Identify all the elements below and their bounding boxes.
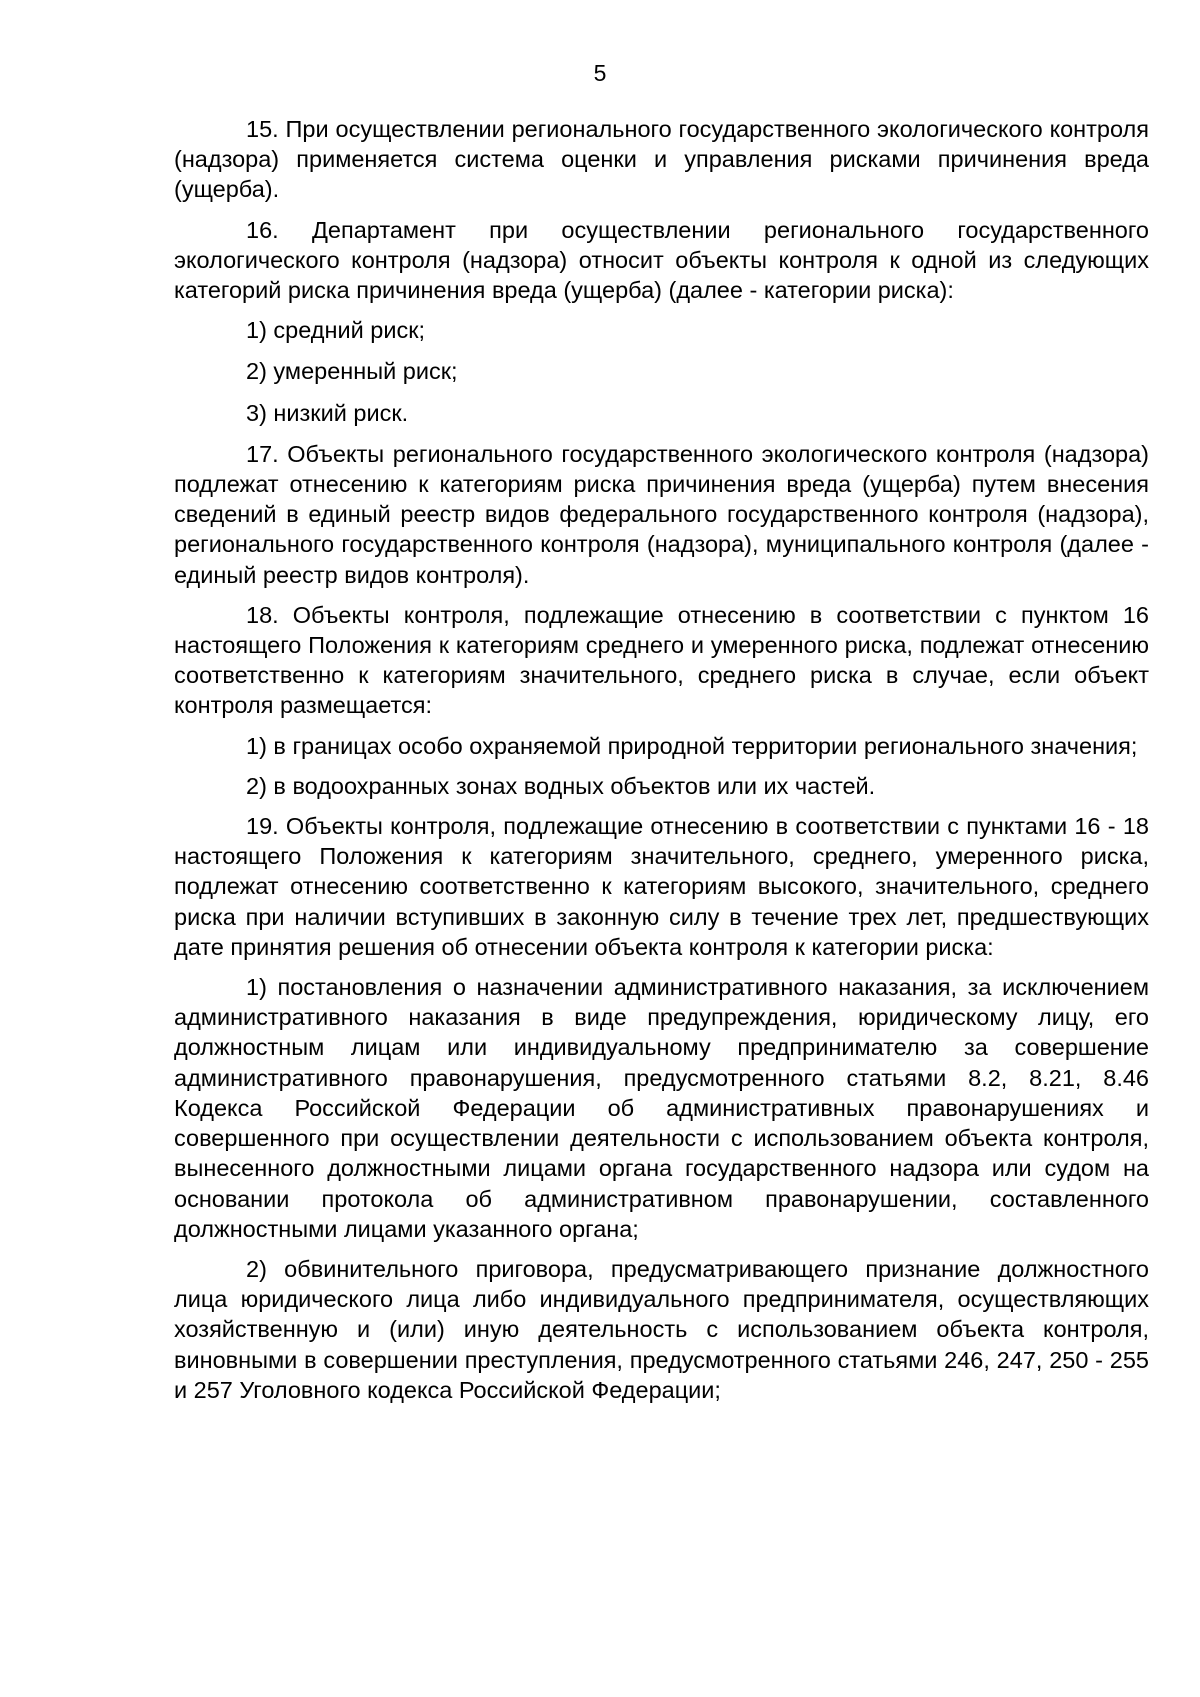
- paragraph-15: 15. При осуществлении регионального государственного экологического контроля (надзора) применяется система оценки и управления рисками причинения вреда (ущерба).: [174, 116, 1149, 203]
- paragraph-17: 17. Объекты регионального государственного экологического контроля (надзора) подлежат отнесению к категориям риска причинения вреда (ущерба) путем внесения сведений в единый реестр видов федерального государственного контроля (надзора), регионального государственного контроля (надзора), муниципального контроля (далее - единый реестр видов контроля).: [174, 440, 1149, 588]
- list-item-risk-moderate: 2) умеренный риск;: [246, 358, 458, 385]
- list-item-protected-territory: 1) в границах особо охраняемой природной территории регионального значения;: [246, 732, 1138, 759]
- list-item-water-protection-zones: 2) в водоохранных зонах водных объектов или их частей.: [246, 772, 876, 799]
- paragraph-18: 18. Объекты контроля, подлежащие отнесению в соответствии с пунктом 16 настоящего Положения к категориям среднего и умеренного риска, подлежат отнесению соответственно к категориям значительного, среднего риска в случае, если объект контроля размещается:: [174, 601, 1149, 719]
- page-number: 5: [593, 60, 607, 86]
- list-item-risk-low: 3) низкий риск.: [246, 399, 409, 426]
- paragraph-16: 16. Департамент при осуществлении регионального государственного экологического контроля (надзора) относит объекты контроля к одной из следующих категорий риска причинения вреда (ущерба) (далее - категории риска):: [174, 216, 1149, 304]
- document-body: [174, 114, 1149, 1415]
- list-item-risk-medium: 1) средний риск;: [246, 317, 426, 344]
- list-item-conviction: 2) обвинительного приговора, предусматривающего признание должностного лица юридического лица либо индивидуального предпринимателя, осуществляющих хозяйственную и (или) иную деятельность с использованием объекта контроля, виновными в совершении преступления, предусмотренного статьями 246, 247, 250 - 255 и 257 Уголовного кодекса Российской Федерации;: [174, 1255, 1149, 1403]
- paragraph-19: 19. Объекты контроля, подлежащие отнесению в соответствии с пунктами 16 - 18 настоящего Положения к категориям значительного, среднего, умеренного риска, подлежат отнесению соответственно к категориям высокого, значительного, среднего риска при наличии вступивших в законную силу в течение трех лет, предшествующих дате принятия решения об отнесении объекта контроля к категории риска:: [174, 813, 1149, 960]
- list-item-administrative-penalty: 1) постановления о назначении административного наказания, за исключением административного наказания в виде предупреждения, юридическому лицу, его должностным лицам или индивидуальному предпринимателю за совершение административного правонарушения, предусмотренного статьями 8.2, 8.21, 8.46 Кодекса Российской Федерации об административных правонарушениях и совершенного при осуществлении деятельности с использованием объекта контроля, вынесенного должностными лицами органа государственного надзора или судом на основании протокола об административном правонарушении, составленного должностными лицами указанного органа;: [174, 974, 1149, 1242]
